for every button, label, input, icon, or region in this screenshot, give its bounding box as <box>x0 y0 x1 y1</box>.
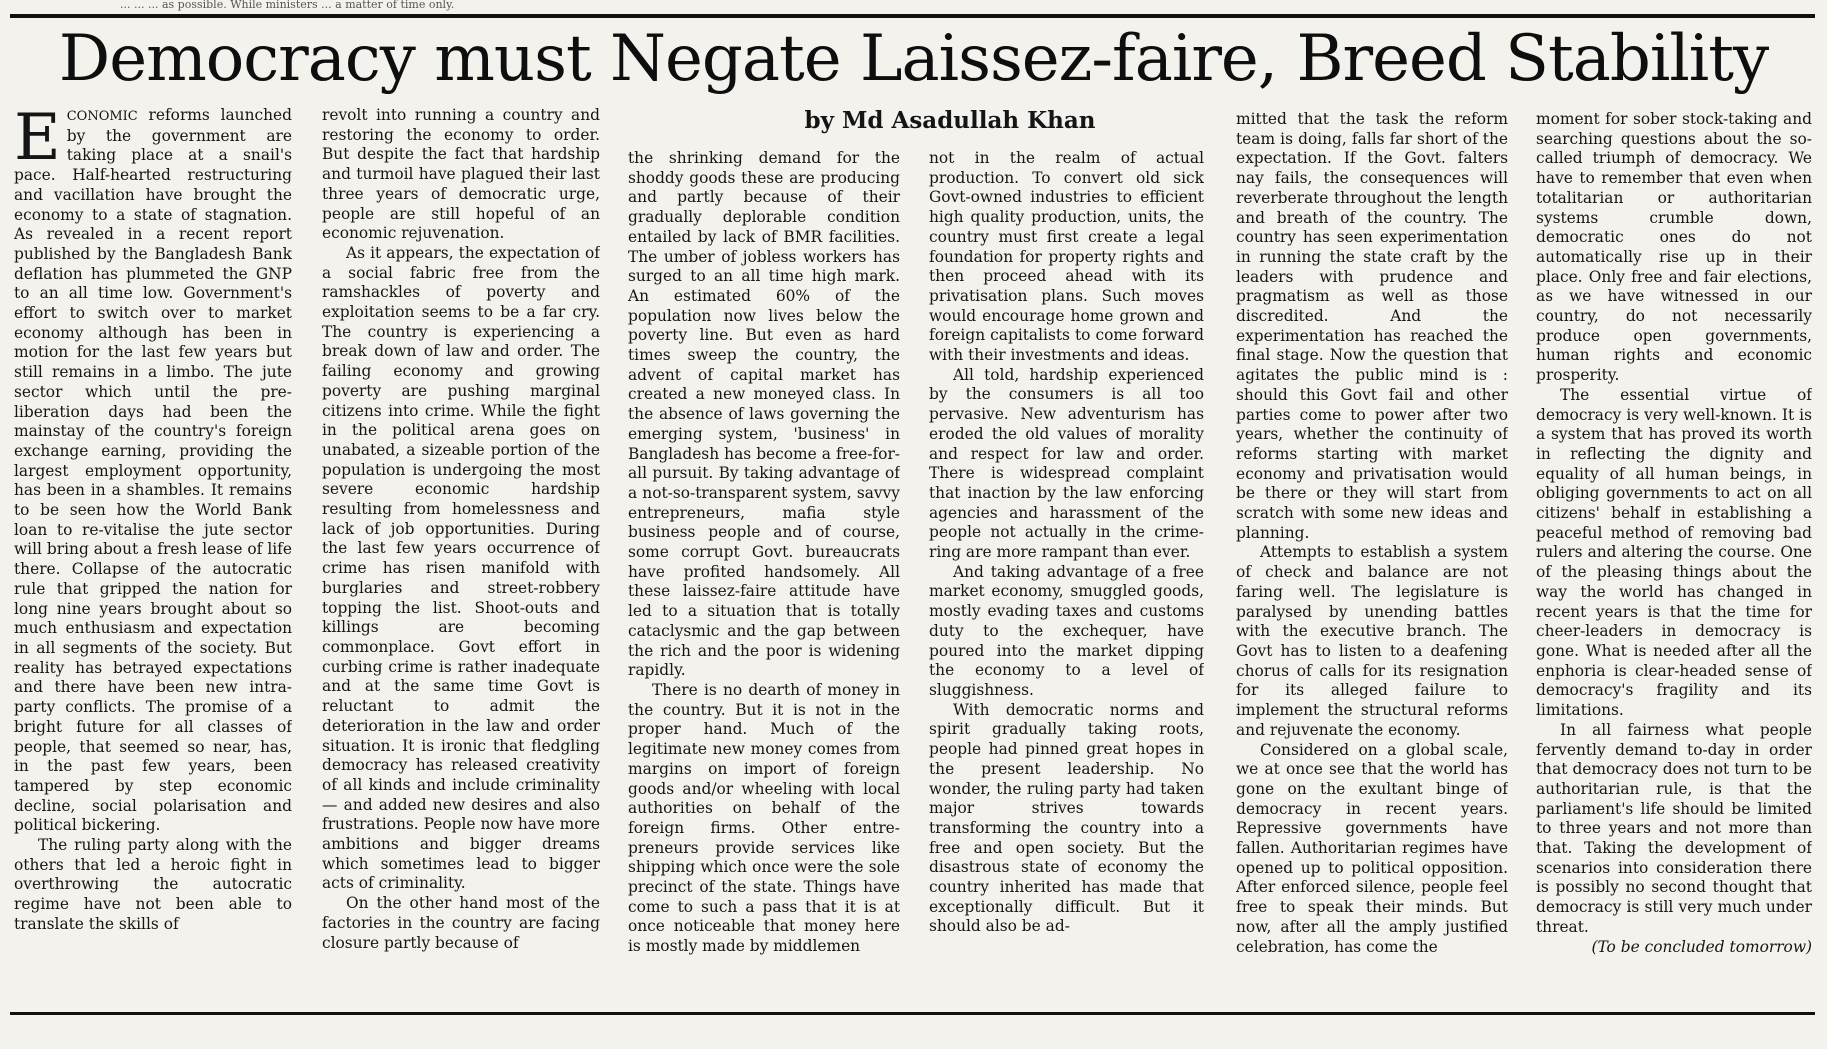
drop-cap: E <box>14 106 61 175</box>
article-column-4 <box>929 149 1204 1049</box>
paragraph: mitted that the task the reform team is doing, falls far short of the expectation. If the Govt. falters nay fails, the consequences will reverberate throughout the length and breath of the country. The country has seen experimentation in running the state craft by the leaders with prudence and pragmatism as well as those discredited. And the experimentation has reached the final stage. Now the question that agitates the public mind is : should this Govt fail and other parties come to power after two years, whether the continuity of reforms starting with market economy and privatisation would be there or they will start from scratch with some new ideas and planning. <box>1236 110 1508 542</box>
headline: Democracy must Negate Laissez-faire, Breed Stability <box>58 22 1769 96</box>
paragraph-text: reforms launched by the government are taking place at a snail's pace. Half-hearted restructuring and vacillation have brought the economy to a state of stagnation. As revealed in a recent report published by the Bangladesh Bank deflation has plummeted the GNP to an all time low. Government's effort to switch over to market economy although has been in motion for the last few years but still remains in a limbo. The jute sector which until the pre-liberation days had been the mainstay of the country's foreign exchange earning, providing the largest employment opportunity, has been in a shambles. It remains to be seen how the World Bank loan to re-vitalise the jute sector will bring about a fresh lease of life there. Collapse of the autocratic rule that gripped the nation for long nine years brought about so much enthusiasm and expectation in all segments of the society. But reality has betrayed expectations and there have been new intra-party conflicts. The promise of a bright future for all classes of people, that seemed so near, has, in the past few years, been tampered by step economic decline, social polarisation and political bickering. <box>14 106 292 835</box>
paragraph <box>14 106 292 836</box>
paragraph: The essential virtue of democracy is very well-known. It is a system that has proved its worth in reflecting the dignity and equality of all human beings, in obliging governments to act on all citizens' behalf in establishing a peaceful method of removing bad rulers and altering the course. One of the pleasing things about the way the world has changed in recent years is that the time for cheer-leaders in democracy is gone. What is needed after all the enphoria is clear-headed sense of democracy's fragility and its limitations. <box>1536 385 1812 720</box>
paragraph: As it appears, the expectation of a social fabric free from the ramshackles of poverty and exploitation seems to be a far cry. The country is experiencing a break down of law and order. The failing economy and growing poverty are pushing marginal citizens into crime. While the fight in the political arena goes on unabated, a sizeable portion of the population is undergoing the most severe economic hardship resulting from homelessness and lack of job opportunities. During the last few years occurrence of crime has risen manifold with burglaries and street-robbery topping the list. Shoot-outs and killings are becoming commonplace. Govt effort in curbing crime is rather inadequate and at the same time Govt is reluctant to admit the deterioration in the law and order situation. It is ironic that fledgling democracy has released creativity of all kinds and include criminality — and added new desires and also frustrations. People now have more ambitions and bigger dreams which sometimes lead to bigger acts of criminality. <box>322 243 600 893</box>
paragraph: The ruling party along with the others that led a heroic fight in overthrowing the autocratic regime have not been able to translate the skills of <box>14 836 292 933</box>
byline: by Md Asadullah Khan <box>804 107 1096 134</box>
paragraph: In all fairness what people fervently demand to-day in order that democracy does not turn to be authoritarian rule, is that the parliament's life should be limited to three years and not more than that. Taking the development of scenarios into consideration there is possibly no second thought that democracy is still very much under threat. <box>1536 720 1812 936</box>
paragraph: With democratic norms and spirit gradually taking roots, people had pinned great hopes in the present leadership. No wonder, the ruling party had taken major strives towards transforming the country into a free and open society. But the disastrous state of economy the country inherited has made that exceptionally difficult. But it should also be ad- <box>929 700 1204 936</box>
article-column-6 <box>1536 110 1812 1010</box>
paragraph: not in the realm of actual production. To convert old sick Govt-owned industries to efficient high quality production, units, the country must first create a legal foundation for property rights and then proceed ahead with its privatisation plans. Such moves would encourage home grown and foreign capitalists to come forward with their investments and ideas. <box>929 149 1204 365</box>
paragraph: All told, hardship experienced by the consumers is all too pervasive. New adventurism has eroded the old values of morality and respect for law and order. There is widespread complaint that inaction by the law enforcing agencies and harassment of the people not actually in the crime-ring are more rampant than ever. <box>929 365 1204 562</box>
article-column-2 <box>322 106 600 1006</box>
paragraph: moment for sober stock-taking and searching questions about the so-called triumph of democracy. We have to remember that even when totalitarian or authoritarian systems crumble down, democratic ones do not automatically rise up in their place. Only free and fair elections, as we have witnessed in our country, do not necessarily produce open governments, human rights and economic prosperity. <box>1536 110 1812 385</box>
paragraph: revolt into running a country and restoring the economy to order. But despite the fact that hardship and turmoil have plagued their last three years of democratic urge, people are still hopeful of an economic rejuvenation. <box>322 106 600 243</box>
previous-article-strip: ... ... ... as possible. While ministers ... a matter of time only. <box>120 0 455 11</box>
article-column-1 <box>14 106 292 1006</box>
article-column-3 <box>628 149 900 1049</box>
continuation-note: (To be concluded tomorrow) <box>1591 937 1812 956</box>
paragraph: There is no dearth of money in the country. But it is not in the proper hand. Much of the legitimate new money comes from margins on import of foreign goods and/or wheeling with local authorities on behalf of the foreign firms. Other entre-preneurs provide services like shipping which once were the sole precinct of the state. Things have come to such a pass that it is at once noticeable that money here is mostly made by middlemen <box>628 680 900 956</box>
paragraph: And taking advantage of a free market economy, smuggled goods, mostly evading taxes and customs duty to the exchequer, have poured into the market dipping the economy to a level of sluggishness. <box>929 562 1204 699</box>
article-column-5 <box>1236 110 1508 1010</box>
paragraph: Attempts to establish a system of check and balance are not faring well. The legislature is paralysed by unending battles with the executive branch. The Govt has to listen to a deafening chorus of calls for its resignation for its alleged failure to implement the structural reforms and rejuvenate the economy. <box>1236 543 1508 739</box>
lead-caps: CONOMIC <box>66 109 138 124</box>
paragraph: On the other hand most of the factories in the country are facing closure partly because of <box>322 894 600 952</box>
paragraph: the shrinking demand for the shoddy goods these are producing and partly because of their gradually deplorable condition entailed by lack of BMR facilities. The umber of jobless workers has surged to an all time high mark. An estimated 60% of the population now lives below the poverty line. But even as hard times sweep the country, the advent of capital market has created a new moneyed class. In the absence of laws governing the emerging system, 'business' in Bangladesh has become a free-for-all pursuit. By taking advantage of a not-so-transparent system, savvy entrepreneurs, mafia style business people and of course, some corrupt Govt. bureaucrats have profited handsomely. All these laissez-faire attitude have led to a situation that is totally cataclysmic and the gap between the rich and the poor is widening rapidly. <box>628 149 900 680</box>
paragraph: Considered on a global scale, we at once see that the world has gone on the exultant binge of democracy in recent years. Repressive governments have fallen. Authoritarian regimes have opened up to political opposition. After enforced silence, people feel free to speak their minds. But now, after all the amply justified celebration, has come the <box>1236 740 1508 956</box>
bottom-rule <box>10 1012 1815 1015</box>
